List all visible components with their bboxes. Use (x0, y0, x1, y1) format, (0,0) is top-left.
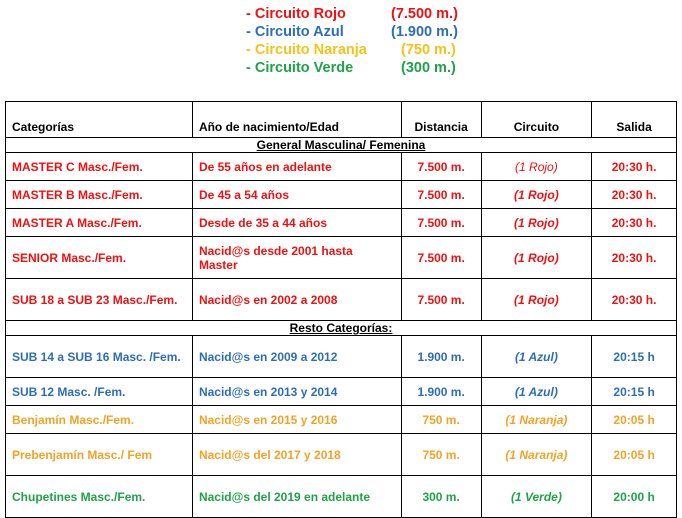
legend-item-naranja (246, 41, 476, 59)
legend-distance: (300 m.) (401, 60, 456, 76)
cell-circuit: (1 Rojo) (481, 279, 592, 321)
cell-year: Nacid@s en 2013 y 2014 (192, 378, 401, 406)
cell-start: 20:15 h (592, 378, 677, 406)
cell-distance: 7.500 m. (401, 209, 481, 237)
cell-circuit: (1 Naranja) (481, 434, 592, 476)
cell-circuit: (1 Rojo) (481, 153, 592, 181)
cell-category: SUB 12 Masc. /Fem. (6, 378, 193, 406)
cell-start: 20:15 h (592, 336, 677, 378)
legend-item-azul (246, 23, 476, 41)
cell-year: Nacid@s desde 2001 hasta Master (192, 237, 401, 279)
header-category: Categorías (6, 102, 193, 138)
cell-category: SENIOR Masc./Fem. (6, 237, 193, 279)
table-row (6, 153, 677, 181)
legend-distance: (7.500 m.) (391, 6, 458, 22)
table-header-row (6, 102, 677, 138)
cell-start: 20:30 h. (592, 237, 677, 279)
legend-name: - Circuito Naranja (246, 42, 367, 58)
table-row (6, 279, 677, 321)
header-start: Salida (592, 102, 677, 138)
table-row (6, 476, 677, 518)
cell-distance: 750 m. (401, 406, 481, 434)
legend-name: - Circuito Rojo (246, 6, 346, 22)
cell-start: 20:00 h (592, 476, 677, 518)
cell-distance: 7.500 m. (401, 181, 481, 209)
cell-circuit: (1 Rojo) (481, 237, 592, 279)
cell-distance: 750 m. (401, 434, 481, 476)
cell-year: De 55 años en adelante (192, 153, 401, 181)
cell-start: 20:30 h. (592, 181, 677, 209)
legend-item-rojo (246, 5, 476, 23)
section-title: Resto Categorías: (6, 321, 677, 336)
legend-name: - Circuito Azul (246, 24, 344, 40)
table-row (6, 181, 677, 209)
cell-year: Nacid@s en 2002 a 2008 (192, 279, 401, 321)
section-title: General Masculina/ Femenina (6, 138, 677, 153)
table-row (6, 406, 677, 434)
cell-start: 20:05 h (592, 434, 677, 476)
cell-distance: 7.500 m. (401, 153, 481, 181)
cell-category: MASTER A Masc./Fem. (6, 209, 193, 237)
cell-start: 20:05 h (592, 406, 677, 434)
cell-category: Benjamín Masc./Fem. (6, 406, 193, 434)
cell-year: Desde de 35 a 44 años (192, 209, 401, 237)
cell-circuit: (1 Naranja) (481, 406, 592, 434)
cell-start: 20:30 h. (592, 279, 677, 321)
cell-start: 20:30 h. (592, 153, 677, 181)
cell-circuit: (1 Verde) (481, 476, 592, 518)
legend-name: - Circuito Verde (246, 60, 354, 76)
cell-category: Prebenjamín Masc./ Fem (6, 434, 193, 476)
cell-year: Nacid@s del 2019 en adelante (192, 476, 401, 518)
table-row (6, 237, 677, 279)
legend-distance: (750 m.) (401, 42, 456, 58)
header-distance: Distancia (401, 102, 481, 138)
cell-distance: 300 m. (401, 476, 481, 518)
table-row (6, 434, 677, 476)
cell-circuit: (1 Azul) (481, 378, 592, 406)
table-row (6, 378, 677, 406)
header-year: Año de nacimiento/Edad (192, 102, 401, 138)
cell-start: 20:30 h. (592, 209, 677, 237)
circuit-legend (246, 5, 476, 77)
cell-year: De 45 a 54 años (192, 181, 401, 209)
cell-distance: 1.900 m. (401, 336, 481, 378)
cell-circuit: (1 Azul) (481, 336, 592, 378)
cell-distance: 1.900 m. (401, 378, 481, 406)
cell-circuit: (1 Rojo) (481, 209, 592, 237)
legend-item-verde (246, 59, 476, 77)
cell-distance: 7.500 m. (401, 279, 481, 321)
cell-category: SUB 18 a SUB 23 Masc./Fem. (6, 279, 193, 321)
cell-distance: 7.500 m. (401, 237, 481, 279)
cell-circuit: (1 Rojo) (481, 181, 592, 209)
cell-category: MASTER B Masc./Fem. (6, 181, 193, 209)
categories-table (5, 101, 677, 518)
cell-category: MASTER C Masc./Fem. (6, 153, 193, 181)
cell-year: Nacid@s en 2015 y 2016 (192, 406, 401, 434)
table-row (6, 336, 677, 378)
header-circuit: Circuito (481, 102, 592, 138)
cell-year: Nacid@s en 2009 a 2012 (192, 336, 401, 378)
cell-category: SUB 14 a SUB 16 Masc. /Fem. (6, 336, 193, 378)
section-rest (6, 321, 677, 336)
cell-category: Chupetines Masc./Fem. (6, 476, 193, 518)
table-row (6, 209, 677, 237)
legend-distance: (1.900 m.) (391, 24, 458, 40)
cell-year: Nacid@s del 2017 y 2018 (192, 434, 401, 476)
section-general (6, 138, 677, 153)
